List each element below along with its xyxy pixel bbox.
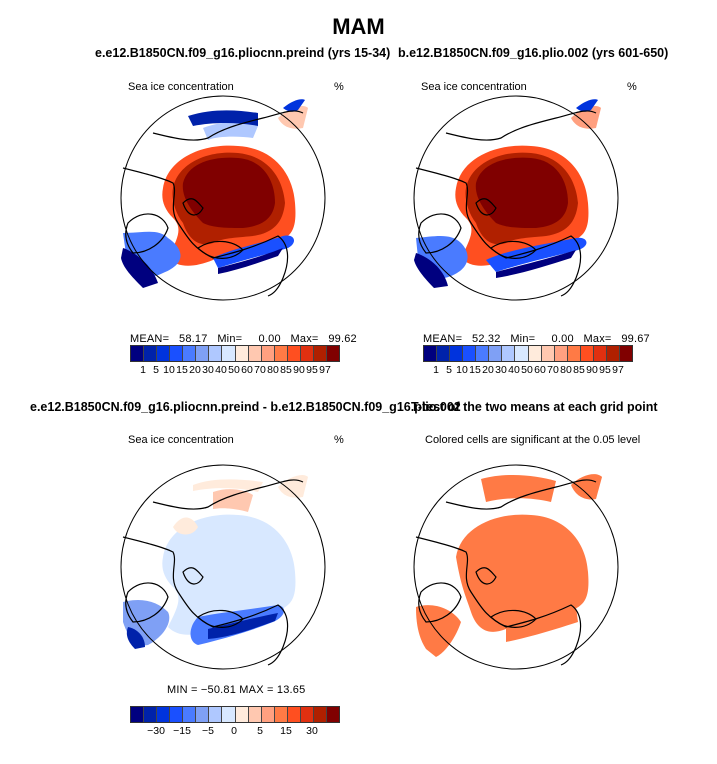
colorbar-box	[236, 707, 249, 722]
colorbar-box	[314, 346, 327, 361]
colorbar-tick-label: 0	[231, 725, 237, 737]
panel3-units-label: %	[334, 434, 344, 446]
panel4-map	[411, 462, 621, 672]
colorbar-box	[170, 346, 183, 361]
mean-label: MEAN=	[423, 333, 463, 345]
panel2-colorbar	[423, 345, 633, 362]
colorbar-tick-label: 70	[547, 364, 559, 376]
colorbar-tick-label: 50	[228, 364, 240, 376]
min-label: Min=	[510, 333, 536, 345]
colorbar-box	[301, 707, 314, 722]
colorbar-box	[620, 346, 632, 361]
mean-value: 52.32	[472, 333, 501, 345]
colorbar-box	[249, 707, 262, 722]
panel3-colorbar	[130, 706, 340, 723]
panel2-variable-label: Sea ice concentration	[421, 81, 527, 93]
colorbar-box	[209, 346, 222, 361]
colorbar-box	[288, 707, 301, 722]
colorbar-box	[327, 346, 339, 361]
colorbar-tick-label: −15	[173, 725, 191, 737]
colorbar-tick-label: 30	[306, 725, 318, 737]
panel3-stats: MIN = −50.81 MAX = 13.65	[167, 684, 306, 696]
panel2-map	[411, 93, 621, 303]
colorbar-tick-label: 30	[495, 364, 507, 376]
colorbar-box	[581, 346, 594, 361]
colorbar-tick-label: 30	[202, 364, 214, 376]
colorbar-box	[275, 346, 288, 361]
colorbar-tick-label: 60	[534, 364, 546, 376]
colorbar-box	[157, 346, 170, 361]
colorbar-box	[262, 346, 275, 361]
colorbar-tick-label: 80	[267, 364, 279, 376]
colorbar-box	[131, 346, 144, 361]
colorbar-box	[157, 707, 170, 722]
colorbar-box	[542, 346, 555, 361]
colorbar-box	[437, 346, 450, 361]
panel4-title: T-test of the two means at each grid point	[411, 400, 658, 414]
min-value: 0.00	[258, 333, 281, 345]
panel3-map	[118, 462, 328, 672]
colorbar-box	[196, 346, 209, 361]
panel1-colorbar	[130, 345, 340, 362]
panel1-colorbar-ticks	[130, 364, 338, 378]
colorbar-tick-label: 70	[254, 364, 266, 376]
colorbar-box	[607, 346, 620, 361]
colorbar-box	[236, 346, 249, 361]
colorbar-tick-label: 85	[573, 364, 585, 376]
colorbar-box	[568, 346, 581, 361]
panel3-colorbar-ticks	[130, 725, 338, 739]
difference-field	[123, 475, 308, 649]
colorbar-tick-label: 90	[586, 364, 598, 376]
colorbar-tick-label: 95	[599, 364, 611, 376]
colorbar-tick-label: 5	[257, 725, 263, 737]
panel1-title: e.e12.B1850CN.f09_g16.pliocnn.preind (yrs 15-34)	[95, 46, 391, 60]
colorbar-tick-label: 97	[319, 364, 331, 376]
colorbar-box	[301, 346, 314, 361]
colorbar-box	[450, 346, 463, 361]
colorbar-tick-label: 60	[241, 364, 253, 376]
colorbar-tick-label: 20	[482, 364, 494, 376]
colorbar-box	[183, 346, 196, 361]
panel3-title: e.e12.B1850CN.f09_g16.pliocnn.preind - b.e12.B1850CN.f09_g16.plio.002	[30, 400, 461, 414]
panel2-units-label: %	[627, 81, 637, 93]
max-label: Max=	[583, 333, 612, 345]
colorbar-box	[502, 346, 515, 361]
colorbar-tick-label: 10	[456, 364, 468, 376]
colorbar-box	[209, 707, 222, 722]
colorbar-tick-label: 95	[306, 364, 318, 376]
colorbar-tick-label: 15	[280, 725, 292, 737]
panel2-title: b.e12.B1850CN.f09_g16.plio.002 (yrs 601-650)	[398, 46, 669, 60]
colorbar-tick-label: 40	[508, 364, 520, 376]
colorbar-box	[275, 707, 288, 722]
colorbar-tick-label: 80	[560, 364, 572, 376]
colorbar-tick-label: 97	[612, 364, 624, 376]
panel1-variable-label: Sea ice concentration	[128, 81, 234, 93]
colorbar-box	[183, 707, 196, 722]
colorbar-tick-label: 1	[140, 364, 146, 376]
panel1-map	[118, 93, 328, 303]
panel2-colorbar-ticks	[423, 364, 631, 378]
colorbar-tick-label: 15	[469, 364, 481, 376]
colorbar-box	[144, 346, 157, 361]
max-value: 99.67	[621, 333, 650, 345]
colorbar-box	[249, 346, 262, 361]
mean-label: MEAN=	[130, 333, 170, 345]
colorbar-tick-label: 20	[189, 364, 201, 376]
figure-title: MAM	[332, 14, 385, 39]
panel3-variable-label: Sea ice concentration	[128, 434, 234, 446]
min-label: Min=	[217, 333, 243, 345]
colorbar-tick-label: 10	[163, 364, 175, 376]
significance-cells	[416, 474, 602, 657]
colorbar-box	[131, 707, 144, 722]
colorbar-box	[196, 707, 209, 722]
colorbar-box	[424, 346, 437, 361]
colorbar-tick-label: −30	[147, 725, 165, 737]
colorbar-box	[170, 707, 183, 722]
panel1-stats	[130, 333, 357, 345]
colorbar-tick-label: 40	[215, 364, 227, 376]
colorbar-box	[476, 346, 489, 361]
colorbar-tick-label: −5	[202, 725, 214, 737]
colorbar-box	[555, 346, 568, 361]
colorbar-tick-label: 15	[176, 364, 188, 376]
colorbar-tick-label: 5	[446, 364, 452, 376]
panel2-stats	[423, 333, 650, 345]
colorbar-tick-label: 1	[433, 364, 439, 376]
colorbar-box	[314, 707, 327, 722]
colorbar-box	[327, 707, 339, 722]
colorbar-box	[288, 346, 301, 361]
colorbar-box	[515, 346, 528, 361]
max-value: 99.62	[328, 333, 357, 345]
panel1-units-label: %	[334, 81, 344, 93]
colorbar-box	[144, 707, 157, 722]
panel4-caption: Colored cells are significant at the 0.05 level	[425, 434, 641, 446]
colorbar-box	[463, 346, 476, 361]
colorbar-box	[262, 707, 275, 722]
colorbar-box	[529, 346, 542, 361]
mean-value: 58.17	[179, 333, 208, 345]
colorbar-tick-label: 90	[293, 364, 305, 376]
colorbar-box	[594, 346, 607, 361]
colorbar-box	[222, 707, 235, 722]
colorbar-tick-label: 50	[521, 364, 533, 376]
colorbar-box	[489, 346, 502, 361]
colorbar-tick-label: 5	[153, 364, 159, 376]
max-label: Max=	[290, 333, 319, 345]
min-value: 0.00	[551, 333, 574, 345]
colorbar-tick-label: 85	[280, 364, 292, 376]
colorbar-box	[222, 346, 235, 361]
